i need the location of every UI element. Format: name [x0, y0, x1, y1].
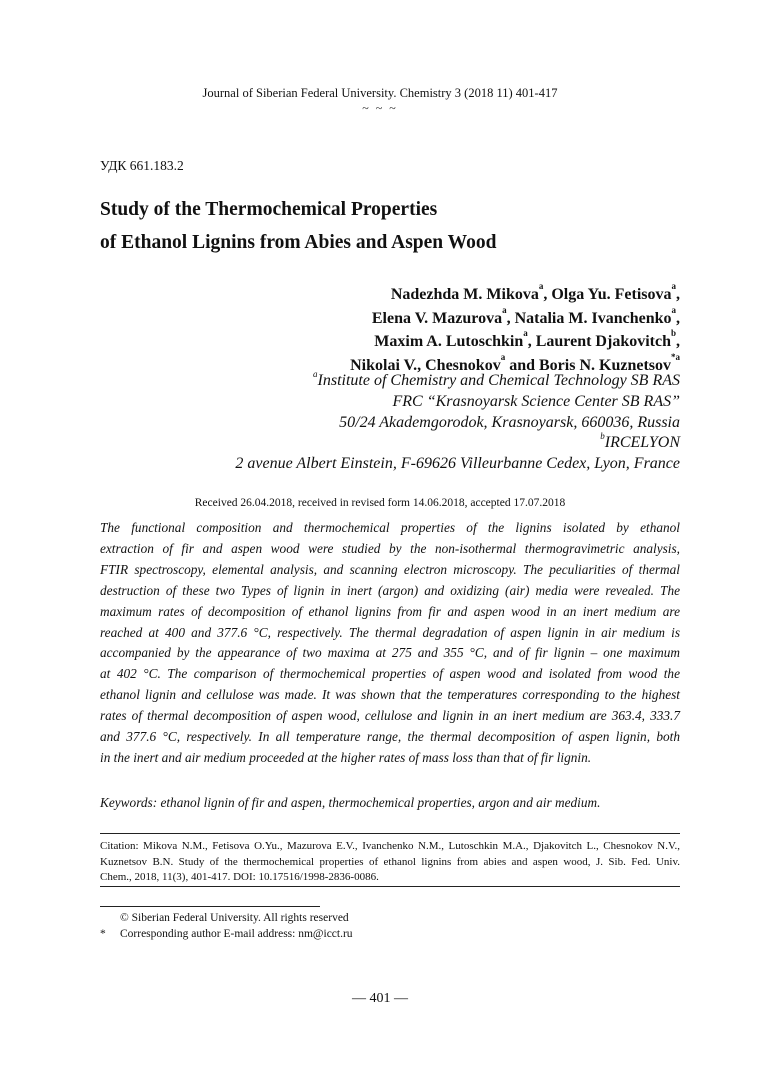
title-line: Study of the Thermochemical Properties — [100, 199, 438, 220]
affil-mark: a — [671, 281, 676, 291]
author-line — [120, 283, 680, 307]
separator: , — [676, 309, 680, 327]
affiliation-line: FRC “Krasnoyarsk Science Center SB RAS” — [392, 392, 680, 410]
author-name: and Boris N. Kuznetsov — [505, 356, 671, 374]
affiliation-text: IRCELYON — [604, 434, 680, 452]
footnote-corresponding — [100, 927, 353, 943]
footnote-mark: * — [100, 927, 106, 940]
affiliation-line: 50/24 Akademgorodok, Krasnoyarsk, 660036, Russia — [339, 413, 680, 431]
affiliation-line — [120, 433, 680, 454]
abstract-line: rates of thermal decomposition of aspen wood, cellulose and lignin in an inert medium are 363.4, 333.7 — [100, 708, 680, 724]
author-name: , Olga Yu. Fetisova — [543, 286, 672, 303]
footnote-text: Corresponding author E-mail address: nm@icct.ru — [120, 927, 353, 940]
affil-mark: a — [502, 304, 507, 315]
header-ornament: ~ ~ ~ — [362, 101, 398, 115]
author-line — [120, 330, 680, 354]
abstract-line: and 377.6 °C, respectively. In all temperature range, the thermal decomposition of aspen lignin, both — [100, 729, 680, 745]
affil-mark: b — [670, 328, 676, 338]
author-name: Nadezhda M. Mikova — [390, 286, 539, 303]
title-line: of Ethanol Lignins from Abies and Aspen Wood — [100, 232, 497, 253]
abstract-line: The functional composition and thermochemical properties of the lignins isolated by ethanol — [100, 520, 680, 535]
affil-mark: a — [313, 369, 318, 379]
footnote-rule — [100, 906, 320, 907]
received-dates: Received 26.04.2018, received in revised form 14.06.2018, accepted 17.07.2018 — [194, 497, 566, 509]
citation-line: Chem., 2018, 11(3), 401-417. DOI: 10.17516/1998-2836-0086. — [100, 871, 379, 883]
separator: , — [676, 286, 680, 303]
author-name: , Natalia M. Ivanchenko — [506, 309, 672, 327]
keywords: Keywords: ethanol lignin of fir and aspen, thermochemical properties, argon and air medium. — [100, 795, 601, 810]
abstract-line: maximum rates of decomposition of ethanol lignins from fir and aspen wood in an inert medium are — [100, 603, 680, 619]
affil-mark: a — [523, 328, 528, 338]
affil-mark: b — [600, 431, 605, 442]
author-name: Elena V. Mazurova — [371, 309, 503, 327]
abstract-line: reached at 400 and 377.6 °C, respectively. The thermal degradation of aspen lignin in air medium is — [100, 624, 680, 640]
affil-mark: a — [538, 281, 544, 291]
citation-top-rule — [100, 833, 680, 834]
author-name: Nikolai V., Chesnokov — [350, 356, 501, 374]
footnote-copyright — [100, 911, 353, 927]
abstract-line: in the inert and air medium proceeded at the higher rates of mass loss than that of fir lignin. — [100, 749, 592, 765]
journal-header: Journal of Siberian Federal University. Chemistry 3 (2018 11) 401-417 — [202, 86, 558, 100]
abstract-line: extraction of fir and aspen wood were studied by the non-isothermal thermogravimetric analysis, — [100, 540, 680, 556]
affiliations — [120, 371, 680, 475]
author-name: , Laurent Djakovitch — [527, 333, 671, 350]
citation-line: Kuznetsov B.N. Study of the thermochemical properties of ethanol lignins from abies and aspen wood, J. Sib. Fed. Univ. — [100, 855, 680, 868]
affil-mark: a — [500, 351, 506, 362]
abstract-line: FTIR spectroscopy, elemental analysis, and scanning electron microscopy. The peculiarities of thermal — [100, 561, 680, 577]
citation — [100, 839, 680, 886]
separator: , — [676, 333, 680, 350]
footnotes — [100, 911, 353, 942]
author-line — [120, 304, 680, 331]
footnote-text: © Siberian Federal University. All rights reserved — [120, 912, 349, 924]
abstract-line: accompanied by the appearance of two maxima at 275 and 355 °C, and of fir lignin – one maximum — [100, 645, 680, 661]
affiliation-text: Institute of Chemistry and Chemical Technology SB RAS — [317, 372, 680, 389]
abstract — [100, 518, 680, 769]
affil-mark: *a — [671, 351, 680, 362]
affil-mark: a — [671, 304, 676, 315]
udk-code: УДК 661.183.2 — [100, 158, 184, 173]
affiliation-line — [120, 371, 680, 392]
affiliation-line: 2 avenue Albert Einstein, F-69626 Villeurbanne Cedex, Lyon, France — [235, 455, 680, 473]
author-list — [120, 283, 680, 377]
citation-line: Citation: Mikova N.M., Fetisova O.Yu., Mazurova E.V., Ivanchenko N.M., Lutoschkin M.A., Djakovitch L., Chesnokov N.V., — [100, 840, 680, 852]
abstract-line: at 402 °C. The comparison of thermochemical properties of aspen wood and isolated from wood the — [100, 666, 680, 682]
author-name: Maxim A. Lutoschkin — [374, 333, 524, 350]
abstract-line: ethanol lignin and cellulose was made. It was shown that the temperatures corresponding to the highest — [100, 687, 680, 703]
paper-title — [100, 193, 680, 259]
citation-bottom-rule — [100, 886, 680, 887]
abstract-line: destruction of these two Types of lignin in inert (argon) and oxidizing (air) media were revealed. The — [100, 582, 680, 598]
page-number: — 401 — — [352, 991, 408, 1006]
